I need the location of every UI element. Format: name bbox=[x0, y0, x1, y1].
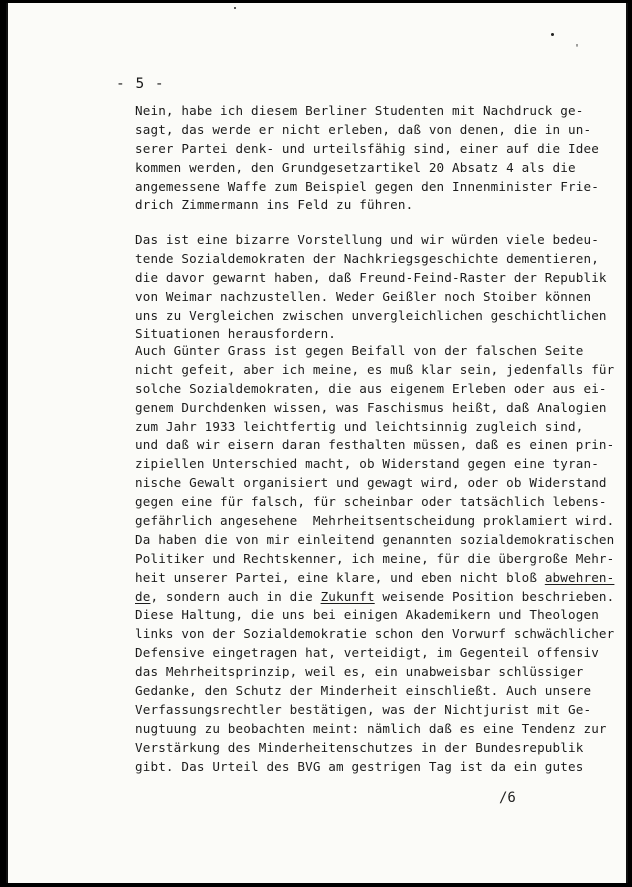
underlined-word: Zukunft bbox=[320, 588, 375, 604]
text-line: nicht gefeit, aber ich meine, es muß klar sein, jedenfalls für bbox=[135, 361, 615, 377]
text-segment: heit unserer Partei, eine klare, und eben nicht bloß bbox=[135, 569, 545, 585]
text-line: kommen werden, den Grundgesetzartikel 20 Absatz 4 als die bbox=[135, 159, 576, 175]
text-line: sagt, das werde er nicht erleben, daß von denen, die in un- bbox=[135, 121, 592, 137]
text-line: das Mehrheitsprinzip, weil es, ein unabweisbar schlüssiger bbox=[135, 664, 584, 680]
text-line: Gedanke, den Schutz der Minderheit einschließt. Auch unsere bbox=[135, 683, 592, 699]
text-line: Diese Haltung, die uns bei einigen Akademikern und Theologen bbox=[135, 607, 599, 623]
scan-speck bbox=[234, 7, 236, 9]
paragraph-2 bbox=[135, 231, 607, 344]
text-line: gefährlich angesehene Mehrheitsentscheidung proklamiert wird. bbox=[135, 513, 615, 529]
scan-mark: ' bbox=[574, 43, 581, 54]
text-line: nische Gewalt organisiert und gewagt wird, oder ob Widerstand bbox=[135, 475, 607, 491]
text-line bbox=[135, 588, 615, 607]
text-line: Nein, habe ich diesem Berliner Studenten mit Nachdruck ge- bbox=[135, 103, 584, 118]
text-line: links von der Sozialdemokratie schon den Vorwurf schwächlicher bbox=[135, 626, 615, 642]
text-line bbox=[135, 569, 615, 588]
text-line: die davor gewarnt haben, daß Freund-Feind-Raster der Republik bbox=[135, 269, 607, 285]
underlined-word: de bbox=[135, 588, 151, 604]
paragraph-1 bbox=[135, 102, 599, 215]
text-line: uns zu Vergleichen zwischen unvergleichlichen geschichtlichen bbox=[135, 307, 607, 323]
text-line: Das ist eine bizarre Vorstellung und wir würden viele bedeu- bbox=[135, 232, 599, 247]
document-page bbox=[6, 3, 628, 883]
underlined-word: abwehren- bbox=[544, 569, 615, 585]
text-line: serer Partei denk- und urteilsfähig sind, einer auf die Idee bbox=[135, 140, 599, 156]
continuation-mark: /6 bbox=[499, 790, 516, 806]
text-line: von Weimar nachzustellen. Weder Geißler noch Stoiber können bbox=[135, 288, 592, 304]
text-line: Politiker und Rechtskenner, ich meine, für die übergroße Mehr- bbox=[135, 550, 615, 566]
text-line: zipiellen Unterschied macht, ob Widerstand gegen eine tyran- bbox=[135, 456, 599, 472]
text-line: Verfassungsrechtler bestätigen, was der Nichtjurist mit Ge- bbox=[135, 701, 592, 717]
scan-speck bbox=[551, 33, 554, 36]
text-line: zum Jahr 1933 leichtfertig und leichtsinnig zugleich sind, bbox=[135, 418, 584, 434]
text-line: nugtuung zu beobachten meint: nämlich daß es eine Tendenz zur bbox=[135, 720, 607, 736]
text-line: Auch Günter Grass ist gegen Beifall von der falschen Seite bbox=[135, 343, 584, 358]
text-line: und daß wir eisern daran festhalten müssen, daß es einen prin- bbox=[135, 437, 615, 453]
text-line: Verstärkung des Minderheitenschutzes in der Bundesrepublik bbox=[135, 739, 584, 755]
text-line: Defensive eingetragen hat, verteidigt, im Gegenteil offensiv bbox=[135, 645, 599, 661]
paragraph-3 bbox=[135, 342, 615, 776]
text-segment: weisende Position beschrieben. bbox=[374, 588, 615, 604]
text-segment: , sondern auch in die bbox=[150, 588, 321, 604]
text-line: Situationen herausfordern. bbox=[135, 326, 337, 342]
text-line: drich Zimmermann ins Feld zu führen. bbox=[135, 197, 414, 213]
page-number: - 5 - bbox=[116, 76, 165, 92]
text-line: gegen eine für falsch, für scheinbar oder tatsächlich lebens- bbox=[135, 494, 607, 510]
text-line: solche Sozialdemokraten, die aus eigenem Erleben oder aus ei- bbox=[135, 380, 607, 396]
text-line: Da haben die von mir einleitend genannten sozialdemokratischen bbox=[135, 531, 615, 547]
text-line: genem Durchdenken wissen, was Faschismus heißt, daß Analogien bbox=[135, 399, 607, 415]
text-line: gibt. Das Urteil des BVG am gestrigen Tag ist da ein gutes bbox=[135, 758, 584, 774]
text-line: angemessene Waffe zum Beispiel gegen den Innenminister Frie- bbox=[135, 178, 599, 194]
text-line: tende Sozialdemokraten der Nachkriegsgeschichte dementieren, bbox=[135, 250, 599, 266]
